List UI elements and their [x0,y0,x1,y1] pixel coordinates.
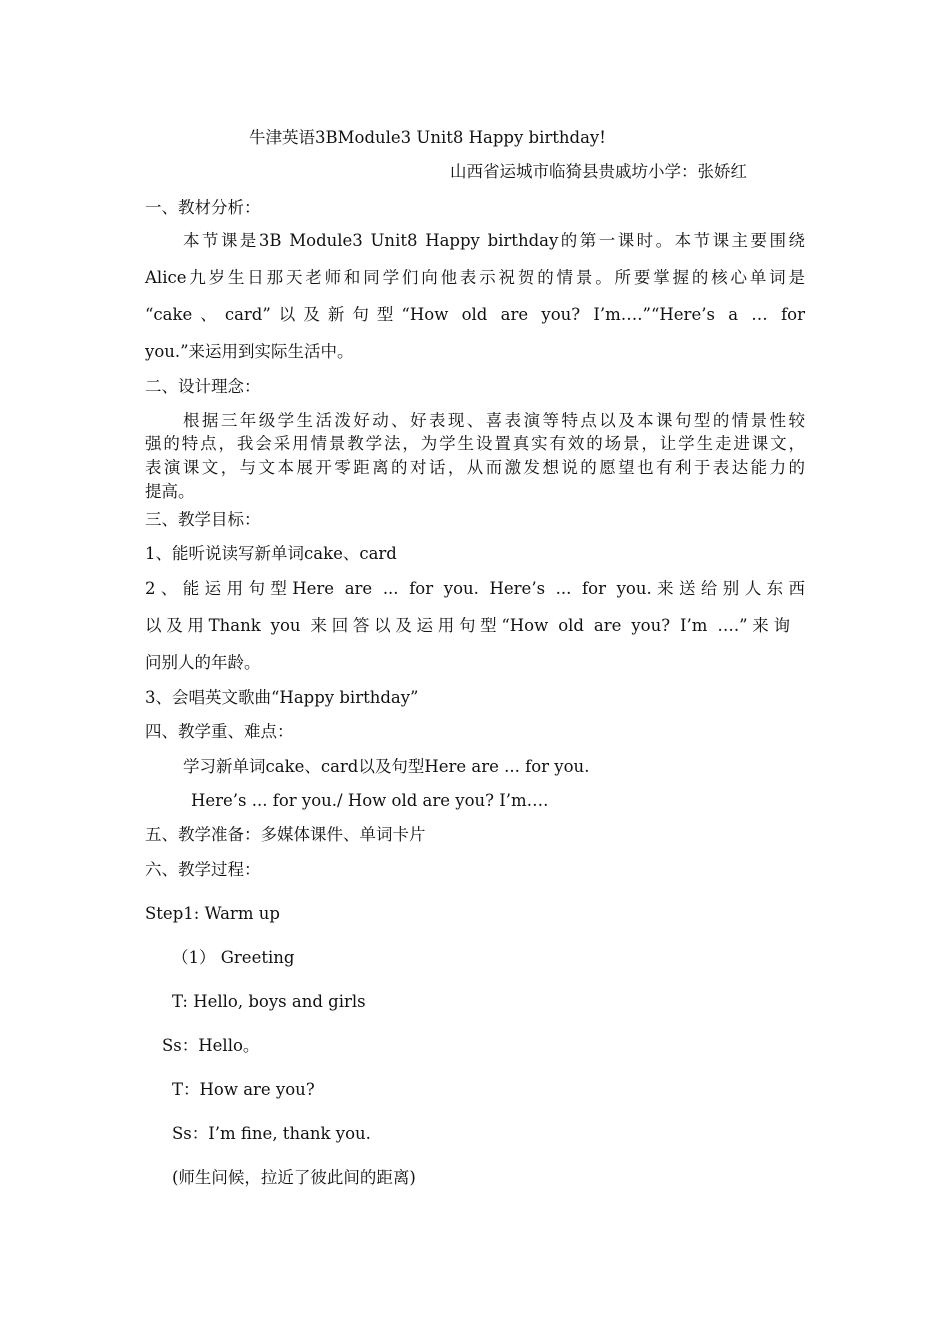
analysis-line-4: you.”来运用到实际生活中。 [145,342,354,361]
concept-line-1: 根据三年级学生活泼好动、好表现、喜表演等特点以及本课句型的情景性较 [183,411,805,430]
section-heading-goals: 三、教学目标： [145,510,261,529]
step-1-title: Step1: Warm up [145,904,280,923]
concept-line-4: 提高。 [145,482,195,501]
keypoints-line-1: 学习新单词cake、card以及句型Here are ... for you. [183,757,590,776]
goal-2-line-3: 问别人的年龄。 [145,653,261,672]
author-line: 山西省运城市临猗县贵戚坊小学：张娇红 [450,162,747,181]
dialogue-teacher-1: T: Hello, boys and girls [172,992,366,1011]
goal-2-line-2: 以及用Thank you 来回答以及运用句型“How old are you? I’m ….”来询 [145,616,790,635]
keypoints-line-2: Here’s ... for you./ How old are you? I’m…. [191,791,549,810]
concept-line-2: 强的特点，我会采用情景教学法，为学生设置真实有效的场景，让学生走进课文， [145,434,805,453]
concept-line-3: 表演课文，与文本展开零距离的对话，从而激发想说的愿望也有利于表达能力的 [145,458,805,477]
greeting-note: (师生问候，拉近了彼此间的距离) [172,1168,416,1187]
greeting-label: （1） Greeting [172,948,295,967]
goal-1: 1、能听说读写新单词cake、card [145,544,397,563]
goal-3: 3、会唱英文歌曲“Happy birthday” [145,688,419,707]
section-preparation: 五、教学准备：多媒体课件、单词卡片 [145,825,426,844]
analysis-line-3: “cake、card”以及新句型“How old are you? I’m….”“Here’s a … for [145,305,805,324]
section-heading-analysis: 一、教材分析： [145,198,261,217]
section-heading-process: 六、教学过程： [145,860,261,879]
goal-2-line-1: 2、能运用句型Here are ... for you. Here’s ... for you.来送给别人东西 [145,579,805,598]
analysis-line-2: Alice九岁生日那天老师和同学们向他表示祝贺的情景。所要掌握的核心单词是 [145,268,805,287]
dialogue-students-2: Ss：I’m fine, thank you. [172,1124,371,1143]
doc-title: 牛津英语3BModule3 Unit8 Happy birthday! [249,128,606,147]
section-heading-keypoints: 四、教学重、难点： [145,722,294,741]
section-heading-concept: 二、设计理念： [145,377,261,396]
dialogue-students-1: Ss：Hello。 [162,1036,260,1055]
analysis-line-1: 本节课是3B Module3 Unit8 Happy birthday的第一课时。本节课主要围绕 [183,231,805,250]
dialogue-teacher-2: T：How are you? [172,1080,315,1099]
